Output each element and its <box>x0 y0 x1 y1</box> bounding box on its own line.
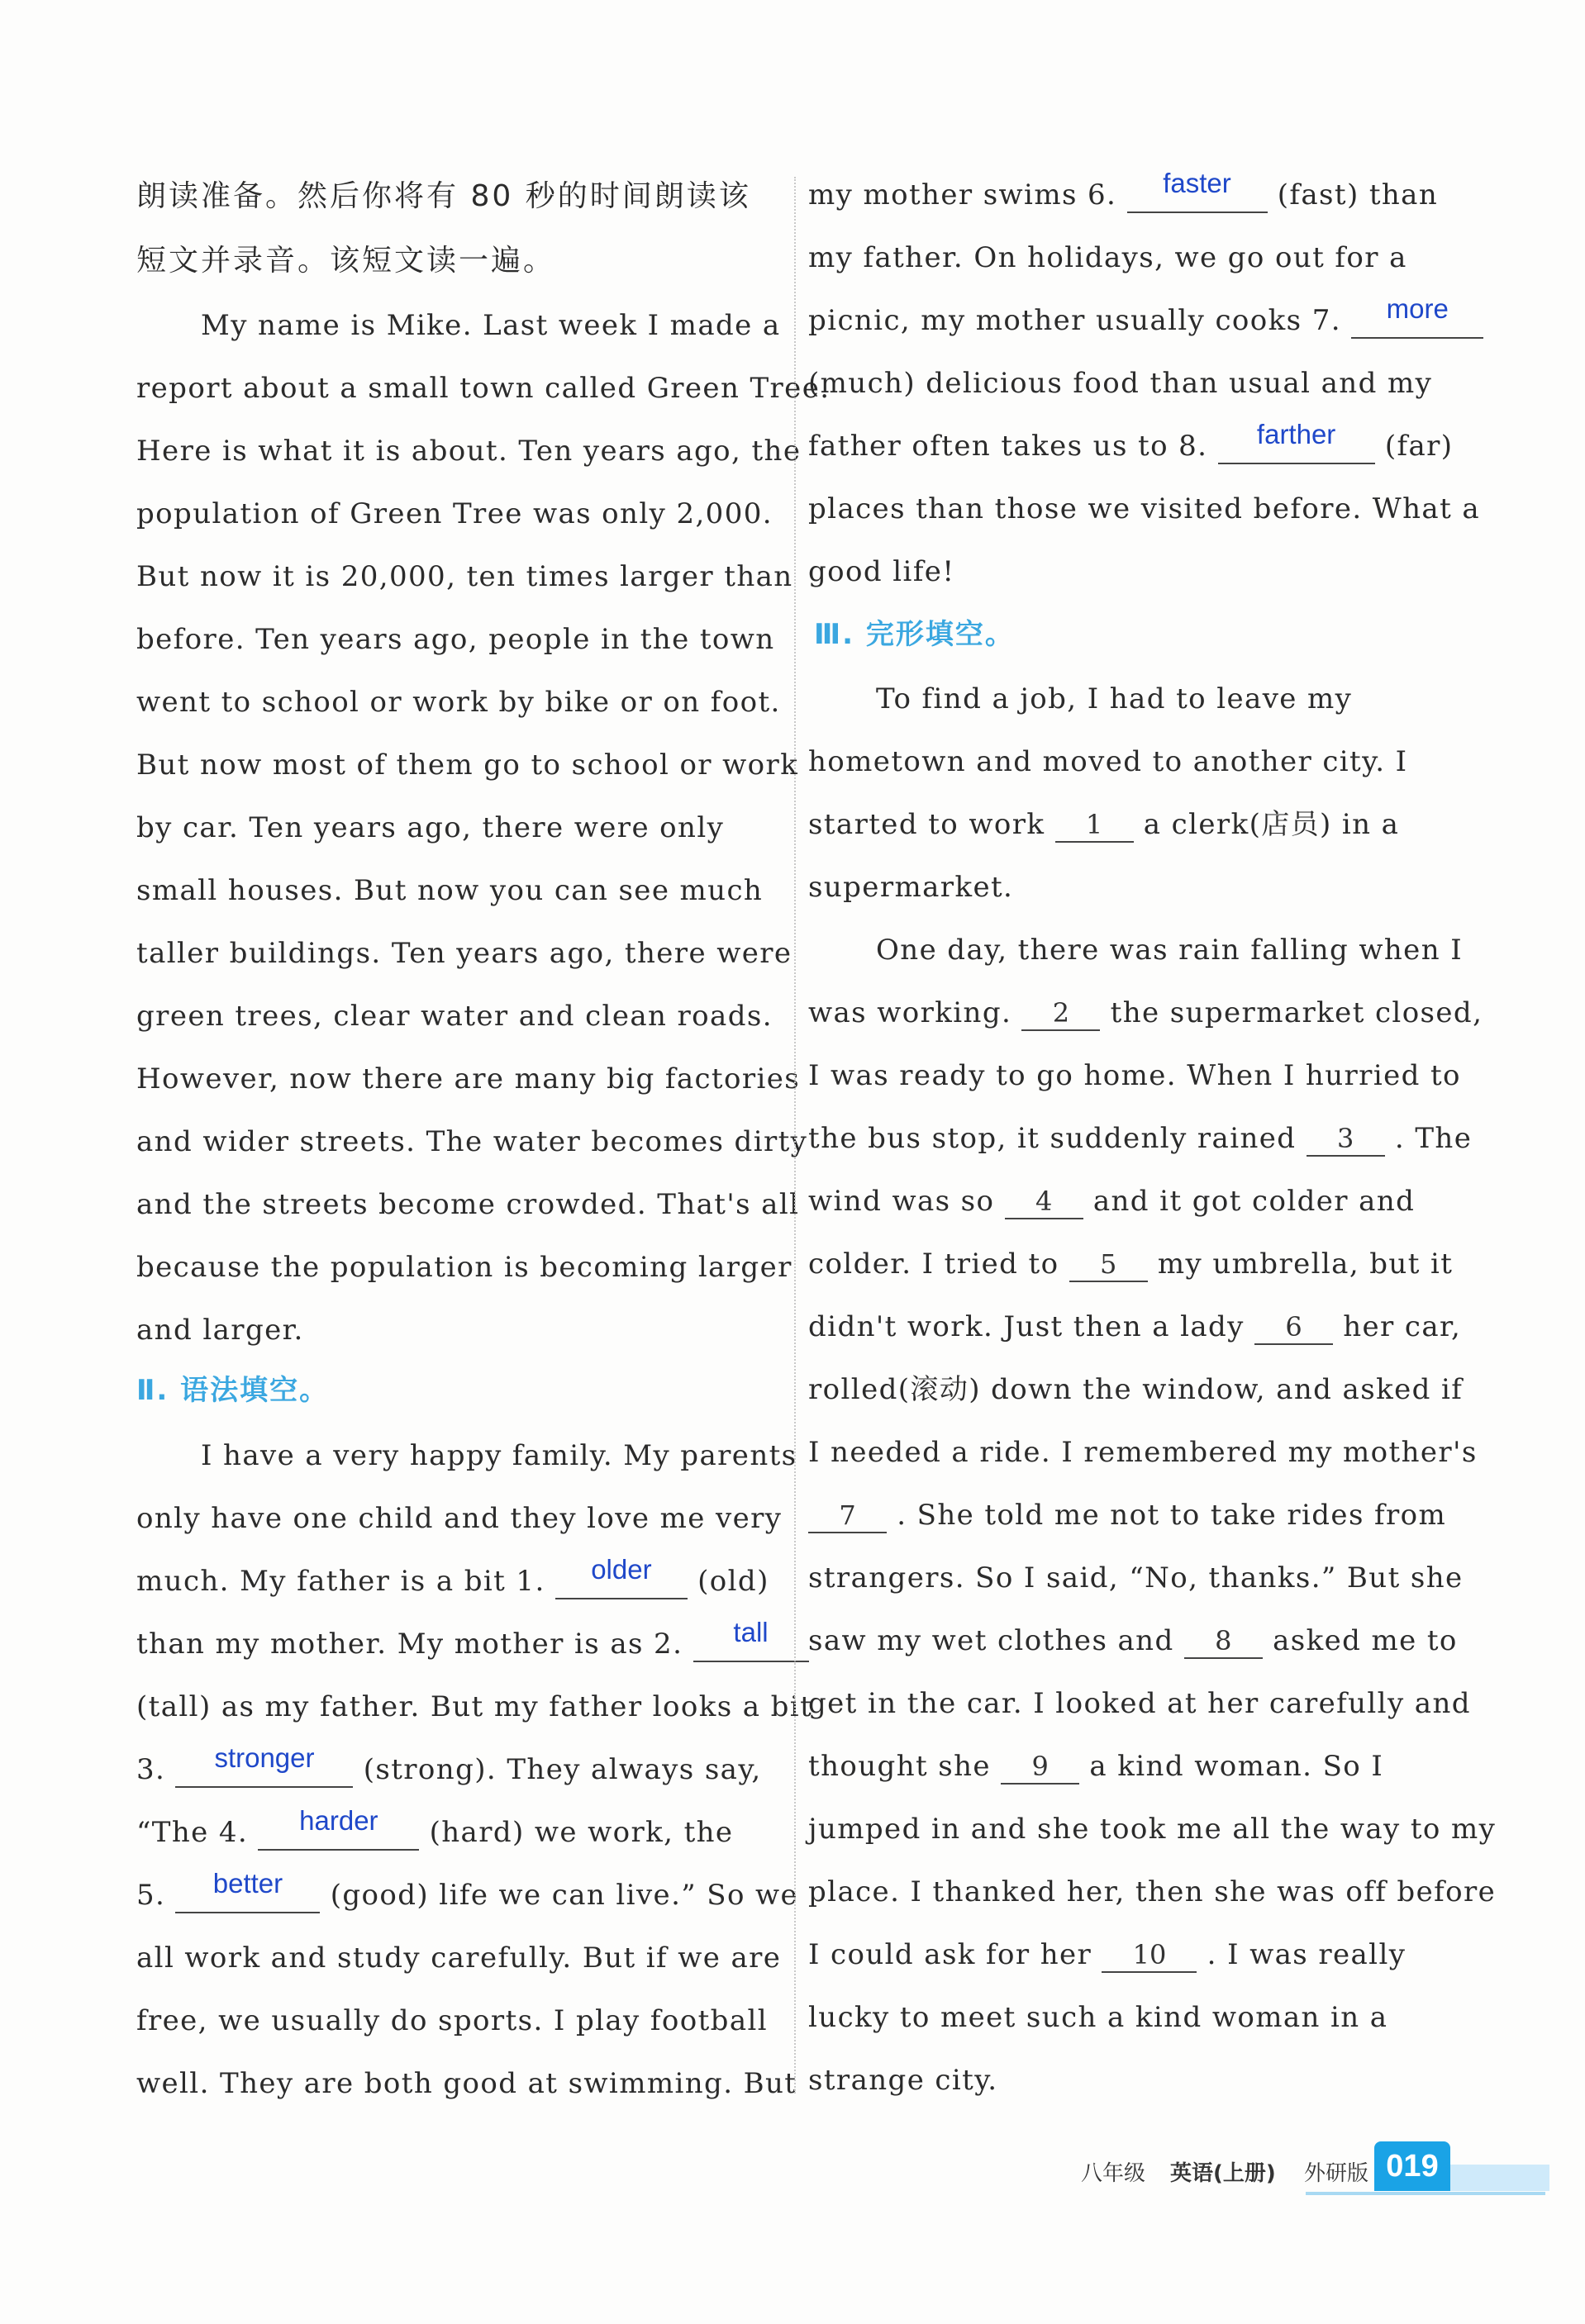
cloze-line <box>808 996 1483 1031</box>
answer-blank-4[interactable] <box>258 1805 419 1851</box>
passage-line: small houses. But now you can see much <box>136 874 764 907</box>
cloze-line: hometown and moved to another city. I <box>808 745 1408 778</box>
cloze-line <box>808 1938 1406 1973</box>
cloze-line <box>808 1310 1461 1345</box>
answer-text: better <box>212 1868 283 1899</box>
cloze-line: strange city. <box>808 2064 998 2097</box>
blank-number: 5 <box>1100 1248 1117 1280</box>
cloze-blank-10[interactable] <box>1102 1938 1197 1973</box>
cloze-line: I needed a ride. I remembered my mother's <box>808 1436 1478 1469</box>
grammar-line: only have one child and they love me very <box>136 1502 783 1535</box>
cloze-blank-8[interactable] <box>1184 1624 1263 1659</box>
blank-number: 10 <box>1132 1939 1167 1970</box>
line-text: my umbrella, but it <box>1157 1248 1454 1281</box>
line-text: colder. I tried to <box>808 1248 1059 1281</box>
line-text: . The <box>1394 1122 1473 1155</box>
cloze-line <box>808 1185 1415 1219</box>
grammar-line: places than those we visited before. What a <box>808 492 1481 525</box>
blank-number: 1 <box>1085 809 1103 840</box>
answer-text: older <box>591 1554 652 1585</box>
grammar-line <box>808 419 1454 464</box>
line-text: 5. <box>136 1879 166 1912</box>
cloze-line <box>808 808 1399 843</box>
line-text: her car, <box>1343 1310 1462 1343</box>
answer-blank-8[interactable] <box>1218 419 1375 464</box>
cloze-blank-4[interactable] <box>1005 1185 1083 1219</box>
line-text: my mother swims 6. <box>808 178 1117 211</box>
cloze-line: place. I thanked her, then she was off before <box>808 1875 1497 1908</box>
line-text: (far) <box>1384 430 1454 463</box>
grammar-line <box>136 1742 762 1788</box>
subject-label: 英语(上册) <box>1170 2161 1276 2186</box>
blank-number: 3 <box>1337 1123 1354 1154</box>
cloze-blank-7[interactable] <box>808 1499 887 1533</box>
blank-number: 7 <box>839 1499 856 1531</box>
line-text: (fast) than <box>1277 178 1439 211</box>
cloze-line: jumped in and she took me all the way to my <box>808 1813 1497 1846</box>
column-divider <box>794 177 796 2094</box>
line-text: than my mother. My mother is as 2. <box>136 1628 683 1661</box>
answer-text: stronger <box>214 1742 315 1773</box>
grammar-line: free, we usually do sports. I play football <box>136 2004 769 2037</box>
cloze-line: supermarket. <box>808 871 1014 904</box>
intro-line: 朗读准备。然后你将有 80 秒的时间朗读该 <box>136 179 751 213</box>
cloze-blank-2[interactable] <box>1021 996 1100 1031</box>
answer-blank-1[interactable] <box>555 1554 688 1599</box>
passage-line: because the population is becoming larger <box>136 1251 792 1284</box>
passage-line: green trees, clear water and clean roads. <box>136 1000 773 1033</box>
answer-blank-5[interactable] <box>175 1868 320 1913</box>
answer-blank-7[interactable] <box>1351 293 1483 339</box>
answer-text: farther <box>1256 419 1336 449</box>
grammar-line: (tall) as my father. But my father looks a bit <box>136 1690 813 1723</box>
line-text: didn't work. Just then a lady <box>808 1310 1245 1343</box>
line-text: thought she <box>808 1750 991 1783</box>
passage-line: taller buildings. Ten years ago, there were <box>136 937 792 970</box>
answer-text: more <box>1386 293 1449 324</box>
cloze-blank-6[interactable] <box>1254 1310 1333 1345</box>
cloze-line: rolled(滚动) down the window, and asked if <box>808 1373 1464 1406</box>
line-text: . She told me not to take rides from <box>897 1499 1447 1532</box>
blank-number: 8 <box>1215 1625 1232 1656</box>
blank-number: 2 <box>1052 997 1070 1029</box>
passage-line: But now it is 20,000, ten times larger than <box>136 560 793 593</box>
cloze-line <box>808 1499 1446 1533</box>
passage-line: and larger. <box>136 1314 304 1347</box>
line-text: much. My father is a bit 1. <box>136 1565 545 1598</box>
grammar-line: I have a very happy family. My parents <box>201 1439 797 1472</box>
grammar-line: (much) delicious food than usual and my <box>808 367 1433 400</box>
line-text: a kind woman. So I <box>1089 1750 1384 1783</box>
passage-line: Here is what it is about. Ten years ago, the <box>136 435 802 468</box>
page-number: 019 <box>1374 2141 1450 2191</box>
blank-number: 6 <box>1285 1311 1302 1343</box>
grammar-line: good life! <box>808 555 955 588</box>
cloze-blank-1[interactable] <box>1055 808 1134 843</box>
line-text: “The 4. <box>136 1816 249 1849</box>
cloze-blank-5[interactable] <box>1069 1248 1148 1282</box>
grammar-line <box>136 1868 799 1913</box>
passage-line: However, now there are many big factories <box>136 1062 801 1095</box>
line-text: . I was really <box>1207 1938 1407 1971</box>
cloze-line: lucky to meet such a kind woman in a <box>808 2001 1388 2034</box>
section-2-title: Ⅱ. 语法填空。 <box>136 1374 330 1407</box>
line-text: and it got colder and <box>1092 1185 1416 1218</box>
passage-line: My name is Mike. Last week I made a <box>201 309 781 342</box>
line-text: 3. <box>136 1753 166 1786</box>
cloze-line: get in the car. I looked at her carefully and <box>808 1687 1471 1720</box>
passage-line: population of Green Tree was only 2,000. <box>136 497 773 530</box>
line-text: the bus stop, it suddenly rained <box>808 1122 1297 1155</box>
line-text: saw my wet clothes and <box>808 1624 1174 1657</box>
passage-line: before. Ten years ago, people in the town <box>136 623 775 656</box>
grammar-line <box>808 293 1483 339</box>
line-text: wind was so <box>808 1185 995 1218</box>
cloze-line <box>808 1624 1458 1659</box>
blank-number: 9 <box>1031 1751 1049 1782</box>
passage-line: and wider streets. The water becomes dirty <box>136 1125 808 1158</box>
line-text: father often takes us to 8. <box>808 430 1208 463</box>
cloze-blank-9[interactable] <box>1001 1750 1079 1785</box>
line-text: I could ask for her <box>808 1938 1092 1971</box>
grammar-line: well. They are both good at swimming. But <box>136 2067 797 2100</box>
answer-blank-2[interactable] <box>693 1617 809 1662</box>
line-text: (good) life we can live.” So we <box>330 1879 799 1912</box>
answer-text: tall <box>733 1617 769 1647</box>
line-text: (hard) we work, the <box>429 1816 734 1849</box>
intro-line: 短文并录音。该短文读一遍。 <box>136 244 556 278</box>
grammar-line <box>136 1805 734 1851</box>
page-number-tab <box>1450 2165 1549 2191</box>
cloze-line: To find a job, I had to leave my <box>876 682 1353 715</box>
cloze-line <box>808 1122 1472 1157</box>
grammar-line <box>136 1617 809 1662</box>
passage-line: report about a small town called Green Tree. <box>136 372 831 405</box>
grammar-line: my father. On holidays, we go out for a <box>808 241 1407 274</box>
answer-blank-3[interactable] <box>175 1742 353 1788</box>
passage-line: But now most of them go to school or work <box>136 749 799 782</box>
passage-line: by car. Ten years ago, there were only <box>136 811 725 844</box>
line-text: the supermarket closed, <box>1110 996 1483 1029</box>
answer-blank-6[interactable] <box>1127 168 1268 213</box>
grade-label: 八年级 <box>1081 2161 1146 2186</box>
footer-rule <box>1306 2192 1545 2195</box>
grammar-line: all work and study carefully. But if we are <box>136 1941 782 1975</box>
line-text: was working. <box>808 996 1012 1029</box>
passage-line: and the streets become crowded. That's all <box>136 1188 800 1221</box>
cloze-line <box>808 1750 1383 1785</box>
section-3-title: Ⅲ. 完形填空。 <box>814 618 1015 651</box>
line-text: asked me to <box>1273 1624 1458 1657</box>
blank-number: 4 <box>1035 1186 1053 1217</box>
line-text: a clerk(店员) in a <box>1143 808 1400 841</box>
line-text: (old) <box>697 1565 769 1598</box>
line-text: started to work <box>808 808 1045 841</box>
grammar-line <box>808 168 1439 213</box>
answer-text: harder <box>299 1805 378 1836</box>
edition-label: 外研版 <box>1304 2161 1369 2186</box>
cloze-line <box>808 1248 1453 1282</box>
cloze-line: strangers. So I said, “No, thanks.” But she <box>808 1561 1464 1594</box>
line-text: picnic, my mother usually cooks 7. <box>808 304 1341 337</box>
cloze-line: I was ready to go home. When I hurried to <box>808 1059 1461 1092</box>
grammar-line <box>136 1554 769 1599</box>
line-text: (strong). They always say, <box>363 1753 762 1786</box>
cloze-line: One day, there was rain falling when I <box>876 934 1464 967</box>
answer-text: faster <box>1163 168 1231 198</box>
cloze-blank-3[interactable] <box>1307 1122 1385 1157</box>
passage-line: went to school or work by bike or on foot. <box>136 686 781 719</box>
